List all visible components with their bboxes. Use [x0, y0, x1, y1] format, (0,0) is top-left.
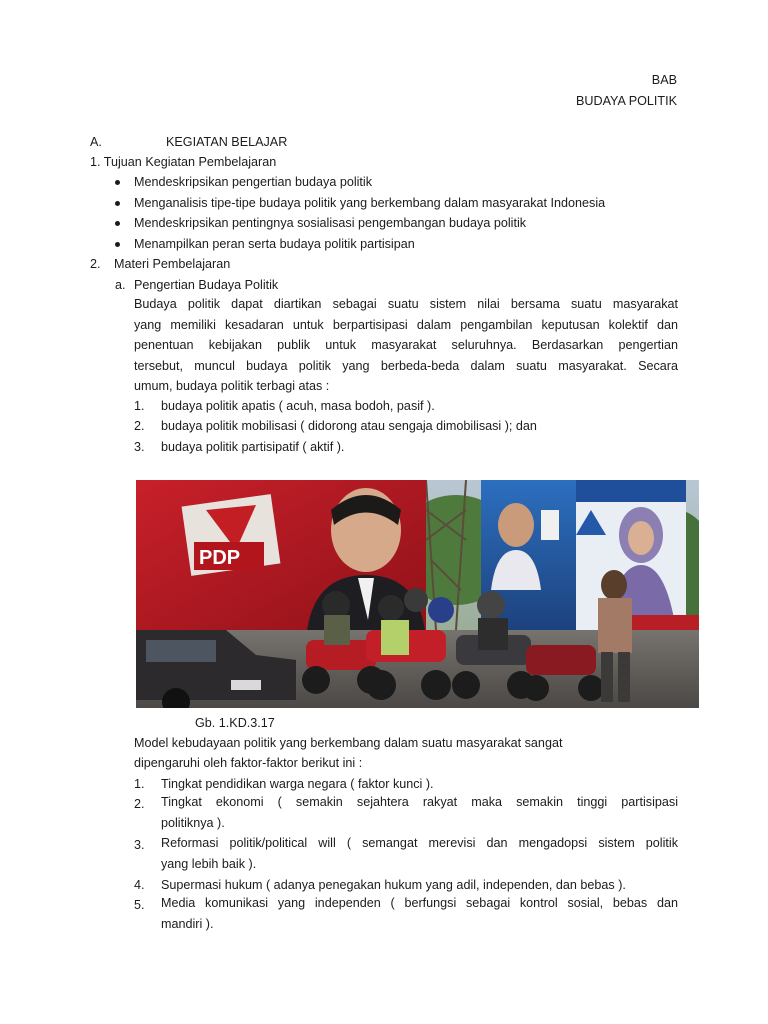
bullet-icon: [115, 180, 120, 185]
item-number: 5.: [134, 898, 145, 912]
paragraph-line: tersebut, muncul budaya politik yang berbeda-beda dalam suatu masyarakat. Secara: [134, 358, 678, 373]
item-number: 1.: [134, 777, 145, 791]
item-text: budaya politik partisipatif ( aktif ).: [161, 440, 345, 454]
bullet-text: Menganalisis tipe-tipe budaya politik yang berkembang dalam masyarakat Indonesia: [134, 196, 606, 210]
item-text: budaya politik apatis ( acuh, masa bodoh, pasif ).: [161, 399, 435, 413]
campaign-photo: [136, 480, 699, 708]
photo-caption: Gb. 1.KD.3.17: [195, 716, 275, 730]
item-text: [161, 833, 678, 874]
banner-text: PDP: [199, 547, 241, 569]
materi-number: 2.: [90, 257, 101, 271]
materi-heading: Materi Pembelajaran: [114, 257, 231, 271]
item-text-line: Media komunikasi yang independen ( berfungsi sebagai kontrol sosial, bebas dan: [161, 896, 678, 910]
section-letter: A.: [90, 135, 102, 149]
item-text-line: mandiri ).: [161, 916, 214, 931]
bullet-icon: [115, 201, 120, 206]
item-text-line: Tingkat ekonomi ( semakin sejahtera rakyat maka semakin tinggi partisipasi: [161, 795, 678, 809]
paragraph-line: penentuan kebijakan publik untuk masyarakat seluruhnya. Berdasarkan pengertian: [134, 338, 678, 353]
bullet-text: Menampilkan peran serta budaya politik partisipan: [134, 237, 415, 251]
item-text: Tingkat pendidikan warga negara ( faktor kunci ).: [161, 777, 434, 791]
section-heading: KEGIATAN BELAJAR: [166, 135, 288, 149]
item-number: 2.: [134, 797, 145, 811]
item-text-line: yang lebih baik ).: [161, 856, 257, 871]
bullet-text: Mendeskripsikan pentingnya sosialisasi pengembangan budaya politik: [134, 216, 527, 230]
item-number: 3.: [134, 838, 145, 852]
paragraph-line: umum, budaya politik terbagi atas :: [134, 379, 330, 394]
paragraph-line: Budaya politik dapat diartikan sebagai suatu sistem nilai bersama suatu masyarakat: [134, 297, 678, 311]
item-number: 4.: [134, 878, 145, 892]
paragraph-line: yang memiliki kesadaran untuk berpartisipasi dalam pengambilan keputusan kolektif dan: [134, 317, 678, 332]
subsection-letter: a.: [115, 278, 126, 292]
subsection-heading: Pengertian Budaya Politik: [134, 278, 279, 292]
item-text: [161, 893, 678, 934]
model-intro-line: dipengaruhi oleh faktor-faktor berikut ini :: [134, 756, 363, 770]
model-intro-line: Model kebudayaan politik yang berkembang dalam suatu masyarakat sangat: [134, 736, 563, 750]
item-text: budaya politik mobilisasi ( didorong atau sengaja dimobilisasi ); dan: [161, 419, 537, 433]
item-text-line: Reformasi politik/political will ( semangat merevisi dan mengadopsi sistem politik: [161, 836, 678, 850]
bullet-icon: [115, 242, 120, 247]
bullet-text: Mendeskripsikan pengertian budaya politik: [134, 175, 373, 189]
campaign-photo-illustration: [136, 480, 699, 708]
item-number: 1.: [134, 399, 145, 413]
item-number: 3.: [134, 440, 145, 454]
tujuan-heading: 1. Tujuan Kegiatan Pembelajaran: [90, 155, 277, 169]
definition-paragraph: [134, 294, 678, 397]
chapter-label: BAB: [651, 73, 677, 87]
item-text: [161, 792, 678, 833]
item-text-line: politiknya ).: [161, 815, 225, 830]
item-text: Supermasi hukum ( adanya penegakan hukum yang adil, independen, dan bebas ).: [161, 878, 626, 892]
item-number: 2.: [134, 419, 145, 433]
bullet-icon: [115, 221, 120, 226]
chapter-title: BUDAYA POLITIK: [575, 94, 677, 108]
